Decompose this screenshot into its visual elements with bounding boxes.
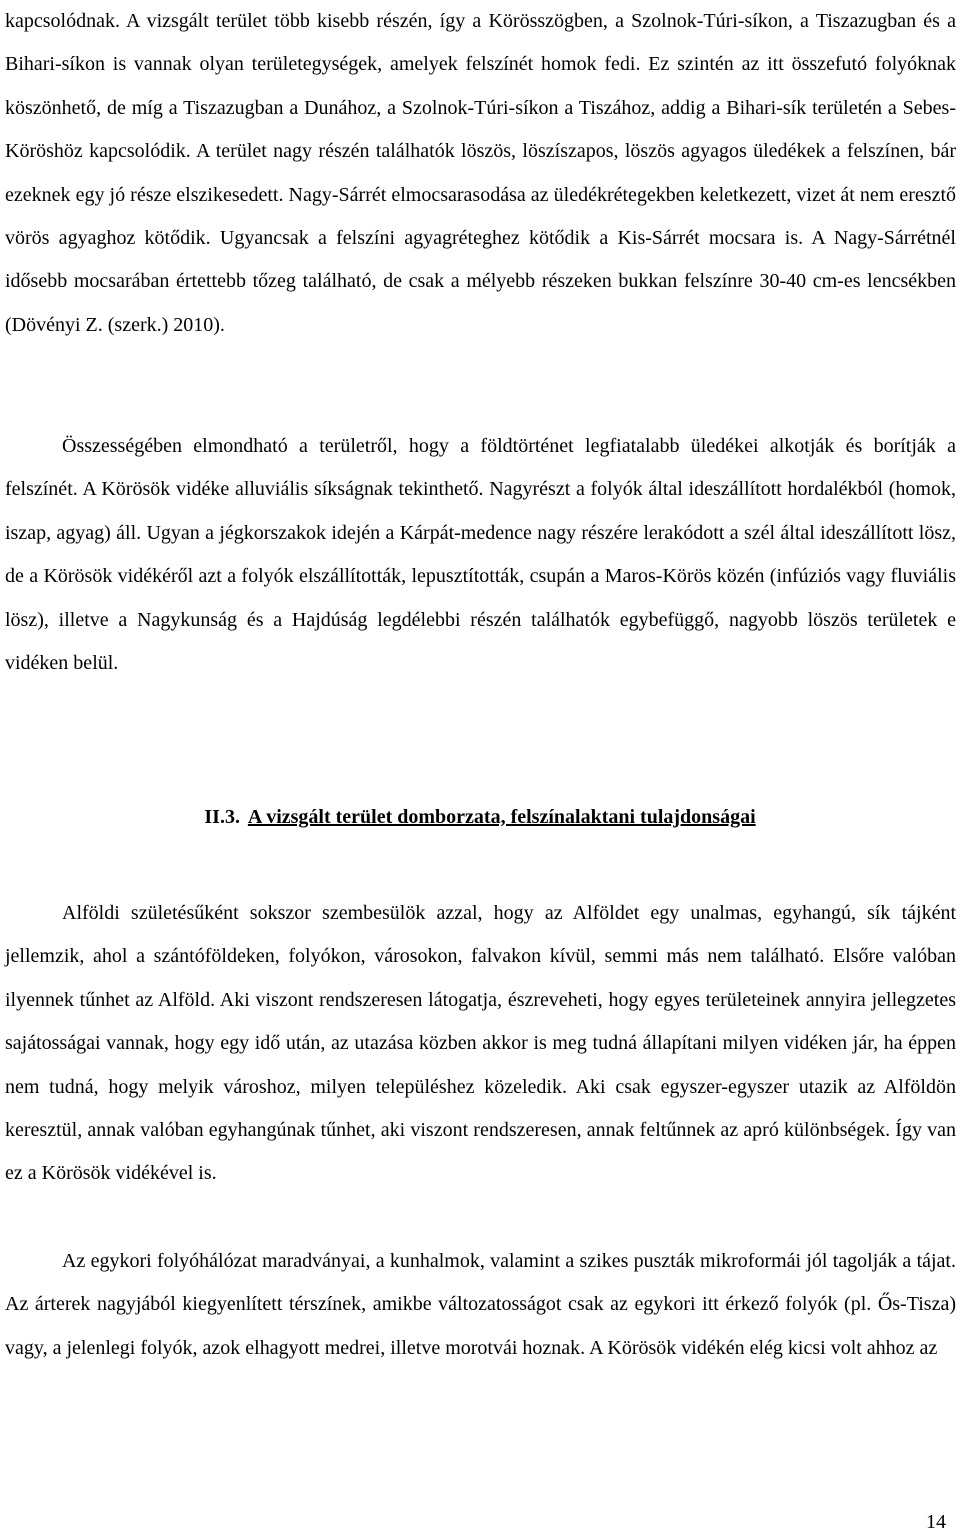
body-paragraph: kapcsolódnak. A vizsgált terület több kisebb részén, így a Körösszögben, a Szolnok-Túri-síkon, a Tiszazugban és a Bihari-síkon is vannak olyan területegységek, amelyek felszínét homok fedi. Ez szintén az itt összefutó folyóknak köszönhető, de míg a Tiszazugban a Dunához, a Szolnok-Túri-síkon a Tiszához, addig a Bihari-sík területén a Sebes-Köröshöz kapcsolódik. A terület nagy részén találhatók löszös, löszíszapos, löszös agyagos üledékek a felszínen, bár ezeknek egy jó része elszikesedett. Nagy-Sárrét elmocsarasodása az üledékrétegekben keletkezett, vizet át nem eresztő vörös agyaghoz kötődik. Ugyancsak a felszíni agyagréteghez kötődik a Kis-Sárrét mocsara is. A Nagy-Sárrétnél idősebb mocsarában értettebb tőzeg található, de csak a mélyebb részeken bukkan felszínre 30-40 cm-es lencsékben (Dövényi Z. (szerk.) 2010). [5, 10, 956, 336]
body-paragraph: Alföldi születésűként sokszor szembesülök azzal, hogy az Alföldet egy unalmas, egyhangú, sík tájként jellemzik, ahol a szántóföldeken, folyókon, városokon, falvakon kívül, semmi más nem található. Elsőre valóban ilyennek tűnhet az Alföld. Aki viszont rendszeresen látogatja, észreveheti, hogy egyes területeinek annyira jellegzetes sajátosságai vannak, hogy egy idő után, az utazása közben akkor is meg tudná állapítani milyen vidéken jár, ha éppen nem tudná, hogy melyik városhoz, milyen településhez közeledik. Aki csak egyszer-egyszer utazik az Alföldön keresztül, annak valóban egyhangúnak tűnhet, aki viszont rendszeresen, annak feltűnnek az apró különbségek. Így van ez a Körösök vidékével is. [5, 902, 956, 1185]
section-heading [0, 802, 960, 832]
body-paragraph: Az egykori folyóhálózat maradványai, a kunhalmok, valamint a szikes puszták mikroformái jól tagolják a tájat. Az árterek nagyjából kiegyenlített térszínek, amikbe változatosságot csak az egykori itt érkező folyók (pl. Ős-Tisza) vagy, a jelenlegi folyók, azok elhagyott medrei, illetve morotvái hoznak. A Körösök vidékén elég kicsi volt ahhoz az [5, 1250, 956, 1359]
section-number: II.3. [204, 806, 240, 828]
body-paragraph: Összességében elmondható a területről, hogy a földtörténet legfiatalabb üledékei alkotják és borítják a felszínét. A Körösök vidéke alluviális síkságnak tekinthető. Nagyrészt a folyók által ideszállított hordalékból (homok, iszap, agyag) áll. Ugyan a jégkorszakok idején a Kárpát-medence nagy részére lerakódott a szél által ideszállított lösz, de a Körösök vidékéről azt a folyók elszállították, lepusztították, csupán a Maros-Körös közén (infúziós vagy fluviális lösz), illetve a Nagykunság és a Hajdúság legdélebbi részén találhatók egybefüggő, nagyobb löszös területek e vidéken belül. [5, 435, 956, 675]
section-title: A vizsgált terület domborzata, felszínalaktani tulajdonságai [247, 806, 756, 828]
page-number: 14 [926, 1511, 946, 1533]
